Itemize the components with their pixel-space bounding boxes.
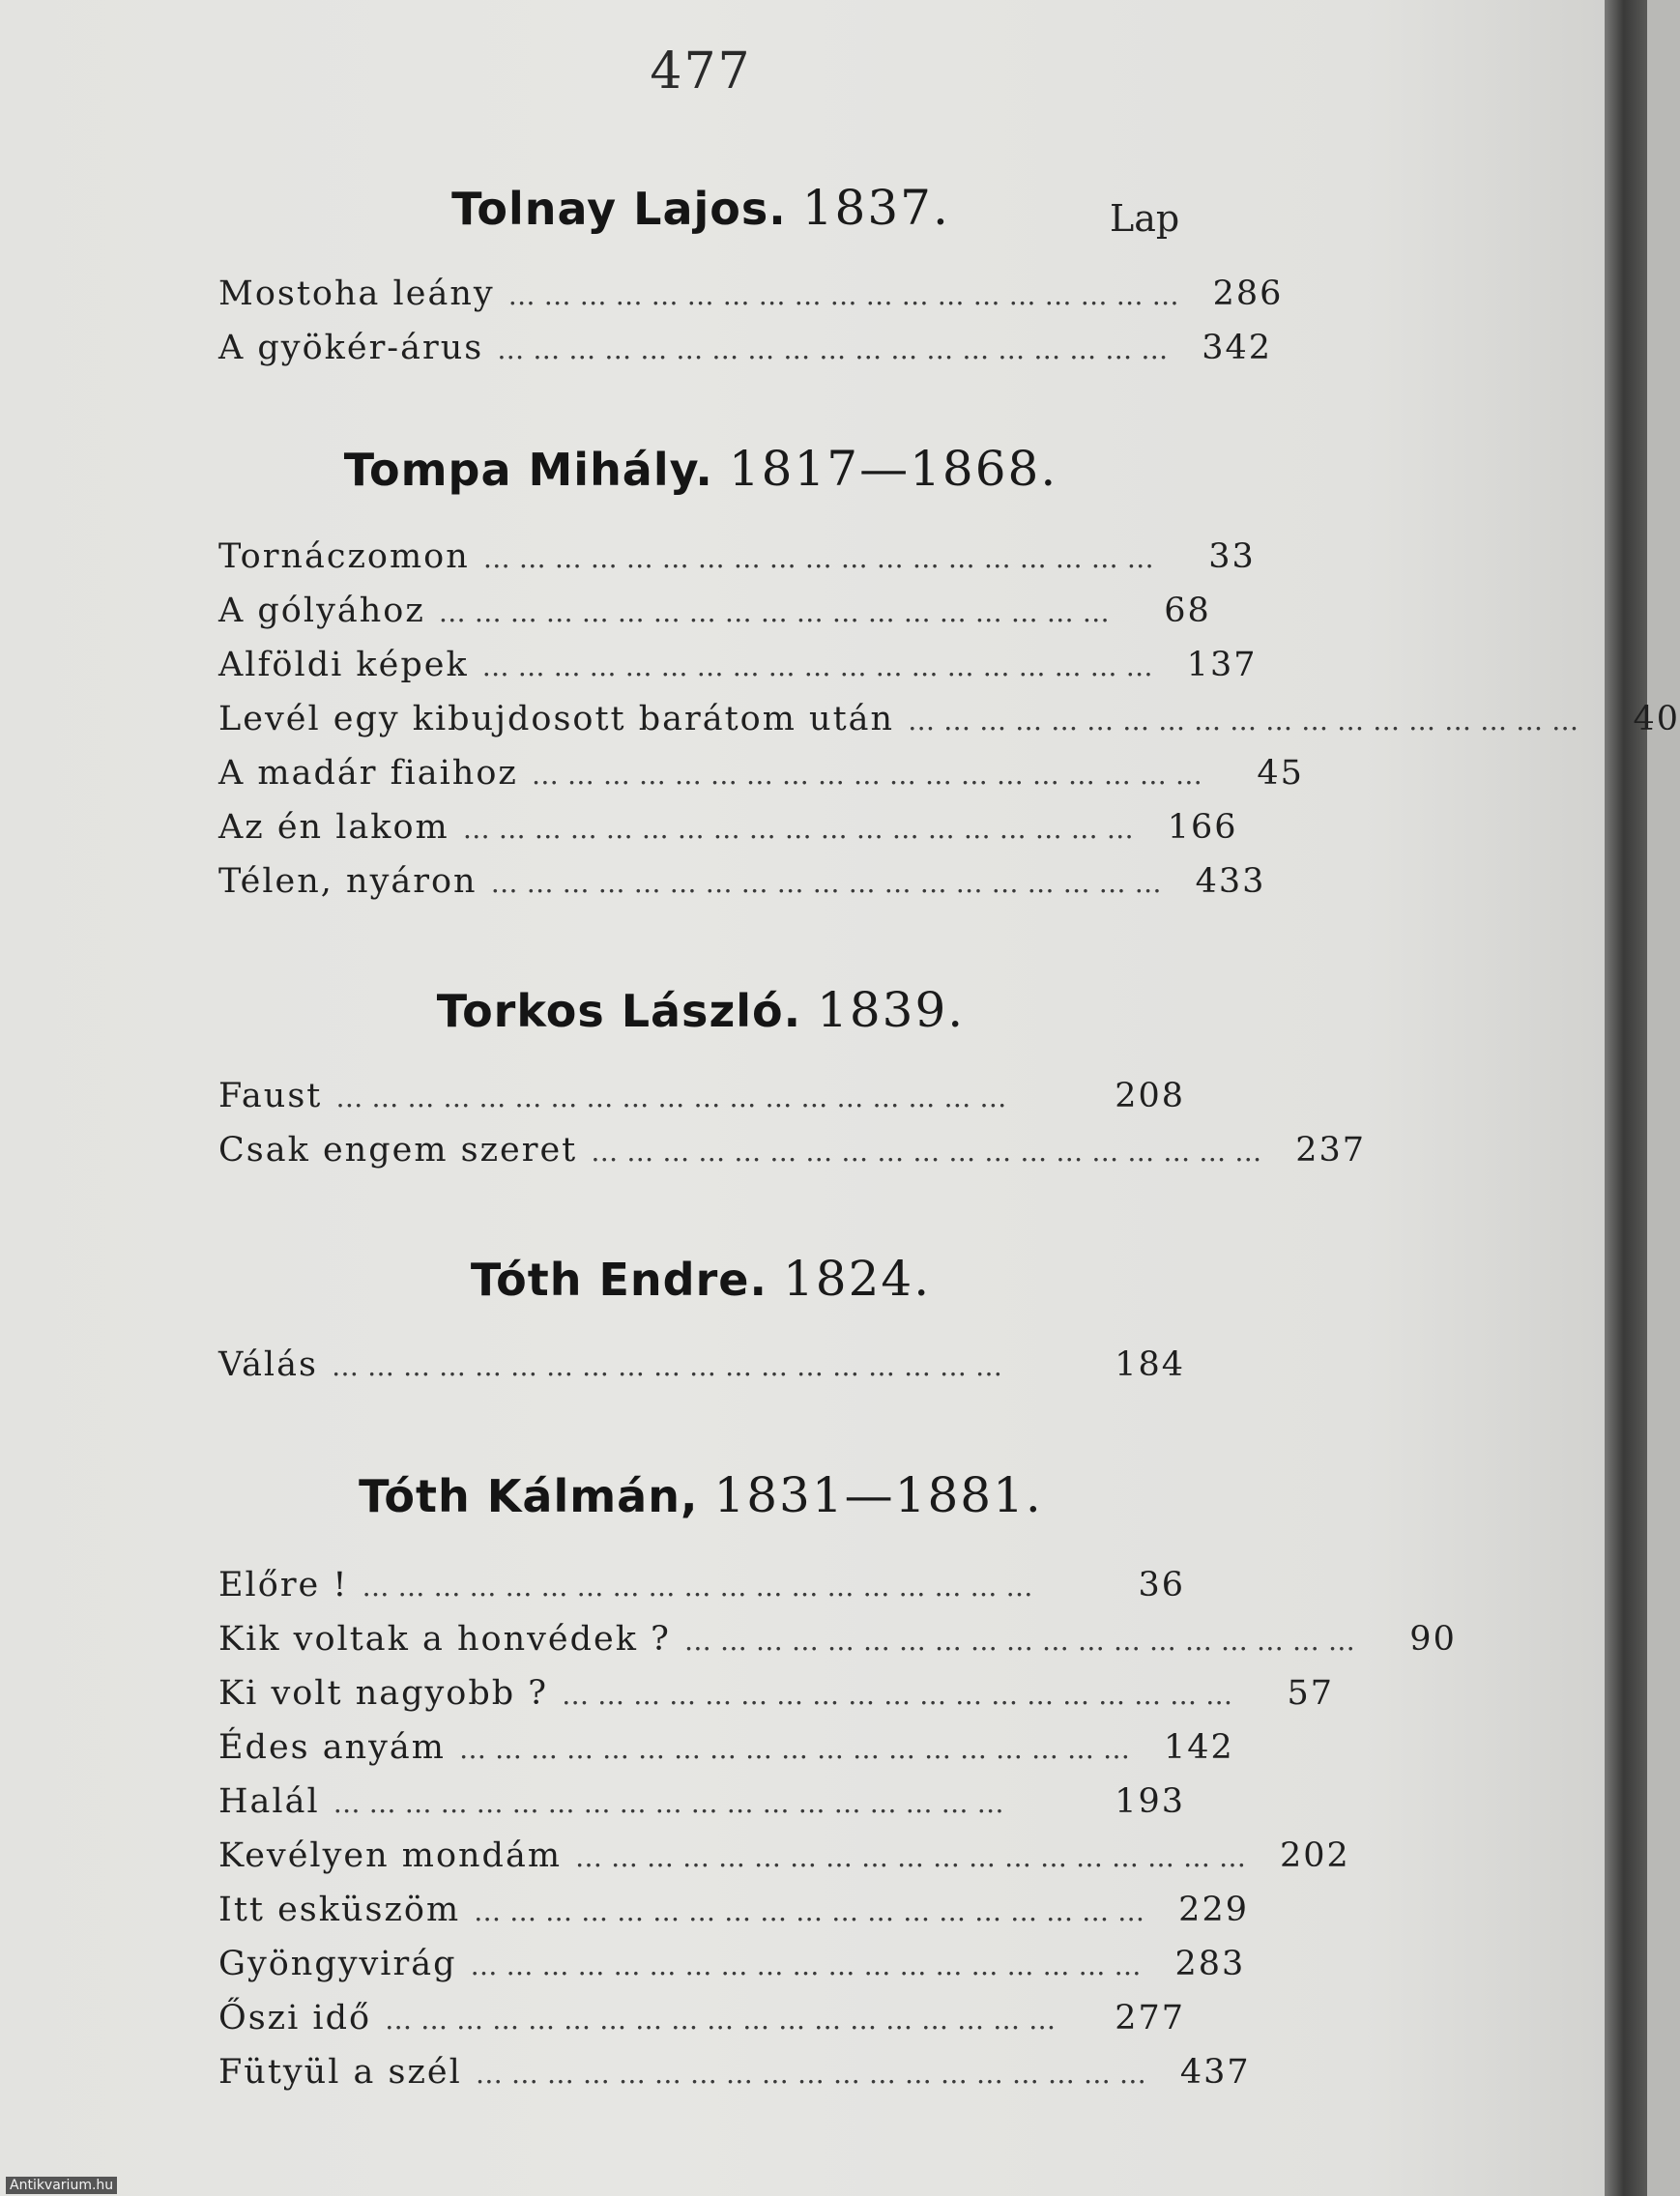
dot-leader: ………………………………………………… bbox=[462, 813, 1143, 845]
entry-page: 433 bbox=[1195, 862, 1266, 901]
page-number: 477 bbox=[650, 43, 752, 101]
entry-title: Őszi idő bbox=[218, 1999, 372, 2037]
toc-entry bbox=[218, 754, 1304, 802]
dot-leader: ………………………………………………… bbox=[470, 1950, 1150, 1981]
dot-leader: ………………………………………………… bbox=[331, 1350, 1011, 1382]
toc-entry bbox=[218, 1566, 1185, 1614]
entry-title: Édes anyám bbox=[218, 1728, 446, 1767]
entry-title: Fütyül a szél bbox=[218, 2053, 462, 2092]
author-name: Torkos László. bbox=[436, 985, 802, 1037]
entry-title: Ki volt nagyobb ? bbox=[218, 1674, 549, 1713]
entry-page: 184 bbox=[1115, 1345, 1185, 1384]
entry-title: A madár fiaihoz bbox=[218, 754, 518, 793]
toc-entry bbox=[218, 808, 1238, 856]
entry-page: 137 bbox=[1186, 646, 1258, 684]
entry-title: Válás bbox=[218, 1345, 318, 1384]
toc-entry bbox=[218, 1891, 1249, 1939]
entry-page: 202 bbox=[1280, 1836, 1350, 1875]
toc-entry bbox=[218, 1836, 1350, 1885]
toc-entry bbox=[218, 1945, 1246, 1993]
dot-leader: ………………………………………………… bbox=[475, 2058, 1155, 2090]
entry-title: Az én lakom bbox=[218, 808, 449, 847]
author-name: Tóth Endre. bbox=[470, 1254, 768, 1306]
dot-leader: ………………………………………………… bbox=[908, 705, 1588, 737]
dot-leader: ………………………………………………… bbox=[335, 1082, 1016, 1113]
dot-leader: ………………………………………………… bbox=[575, 1841, 1256, 1873]
entry-title: Alföldi képek bbox=[218, 646, 469, 684]
entry-title: Levél egy kibujdosott barátom után bbox=[218, 700, 895, 738]
author-years: 1837. bbox=[801, 180, 950, 236]
dot-leader: ………………………………………………… bbox=[459, 1733, 1139, 1765]
toc-entry bbox=[218, 274, 1284, 323]
dot-leader: ………………………………………………… bbox=[490, 867, 1171, 899]
toc-entry bbox=[218, 1782, 1185, 1831]
entry-title: Csak engem szeret bbox=[218, 1131, 578, 1170]
author-years: 1817—1868. bbox=[728, 441, 1058, 497]
section-heading bbox=[0, 1467, 1402, 1523]
toc-entry bbox=[218, 1131, 1367, 1179]
author-name: Tóth Kálmán, bbox=[359, 1470, 699, 1522]
toc-entry bbox=[218, 537, 1256, 586]
toc-entry bbox=[218, 1728, 1234, 1777]
entry-page: 166 bbox=[1167, 808, 1238, 847]
toc-entry bbox=[218, 1674, 1335, 1722]
dot-leader: ………………………………………………… bbox=[482, 542, 1163, 574]
entry-title: Gyöngyvirág bbox=[218, 1945, 457, 1983]
entry-page: 33 bbox=[1208, 537, 1256, 576]
author-name: Tompa Mihály. bbox=[343, 444, 713, 496]
entry-title: Halál bbox=[218, 1782, 320, 1821]
entry-title: Kevélyen mondám bbox=[218, 1836, 563, 1875]
dot-leader: ………………………………………………… bbox=[362, 1571, 1042, 1603]
toc-entry bbox=[218, 1077, 1185, 1125]
entry-title: A gólyához bbox=[218, 592, 425, 630]
dot-leader: ………………………………………………… bbox=[562, 1679, 1242, 1711]
entry-page: 193 bbox=[1115, 1782, 1185, 1821]
entry-page: 277 bbox=[1115, 1999, 1185, 2037]
section-heading bbox=[0, 982, 1402, 1038]
page-column-header: Lap bbox=[1110, 197, 1180, 240]
entry-title: Előre ! bbox=[218, 1566, 349, 1604]
toc-entry bbox=[218, 592, 1211, 640]
entry-page: 286 bbox=[1212, 274, 1284, 313]
dot-leader: ………………………………………………… bbox=[591, 1136, 1271, 1168]
dot-leader: ………………………………………………… bbox=[481, 650, 1162, 682]
entry-page: 57 bbox=[1287, 1674, 1335, 1713]
entry-title: Itt esküszöm bbox=[218, 1891, 461, 1929]
entry-title: Mostoha leány bbox=[218, 274, 495, 313]
dot-leader: ………………………………………………… bbox=[385, 2004, 1065, 2036]
entry-page: 68 bbox=[1164, 592, 1211, 630]
section-heading bbox=[0, 441, 1402, 497]
section-heading bbox=[0, 180, 1402, 236]
entry-title: Tornáczomon bbox=[218, 537, 470, 576]
toc-entry bbox=[218, 2053, 1251, 2101]
author-years: 1831—1881. bbox=[713, 1467, 1043, 1523]
dot-leader: ………………………………………………… bbox=[683, 1625, 1364, 1657]
author-years: 1839. bbox=[817, 982, 966, 1038]
entry-title: Kik voltak a honvédek ? bbox=[218, 1620, 671, 1659]
toc-entry bbox=[218, 1999, 1185, 2047]
entry-page: 229 bbox=[1178, 1891, 1249, 1929]
entry-page: 237 bbox=[1295, 1131, 1367, 1170]
dot-leader: ………………………………………………… bbox=[497, 333, 1177, 365]
author-name: Tolnay Lajos. bbox=[451, 183, 787, 235]
toc-entry bbox=[218, 646, 1258, 694]
dot-leader: ………………………………………………… bbox=[531, 759, 1211, 791]
entry-page: 208 bbox=[1115, 1077, 1185, 1115]
dot-leader: ………………………………………………… bbox=[438, 596, 1118, 628]
toc-entry bbox=[218, 1345, 1185, 1394]
entry-page: 40 bbox=[1633, 700, 1680, 738]
entry-page: 45 bbox=[1257, 754, 1304, 793]
toc-entry bbox=[218, 862, 1266, 910]
toc-entry bbox=[218, 700, 1680, 748]
book-spine bbox=[1605, 0, 1647, 2196]
toc-entry bbox=[218, 329, 1273, 377]
dot-leader: ………………………………………………… bbox=[474, 1895, 1154, 1927]
toc-entry bbox=[218, 1620, 1457, 1668]
entry-page: 437 bbox=[1179, 2053, 1251, 2092]
entry-page: 36 bbox=[1138, 1566, 1185, 1604]
entry-page: 90 bbox=[1409, 1620, 1457, 1659]
author-years: 1824. bbox=[782, 1251, 932, 1307]
entry-title: Télen, nyáron bbox=[218, 862, 478, 901]
entry-page: 283 bbox=[1174, 1945, 1246, 1983]
dot-leader: ………………………………………………… bbox=[507, 279, 1188, 311]
entry-title: Faust bbox=[218, 1077, 323, 1115]
entry-page: 142 bbox=[1164, 1728, 1234, 1767]
entry-title: A gyökér-árus bbox=[218, 329, 484, 367]
entry-page: 342 bbox=[1202, 329, 1273, 367]
watermark: Antikvarium.hu bbox=[6, 2177, 117, 2194]
section-heading bbox=[0, 1251, 1402, 1307]
dot-leader: ………………………………………………… bbox=[333, 1787, 1013, 1819]
